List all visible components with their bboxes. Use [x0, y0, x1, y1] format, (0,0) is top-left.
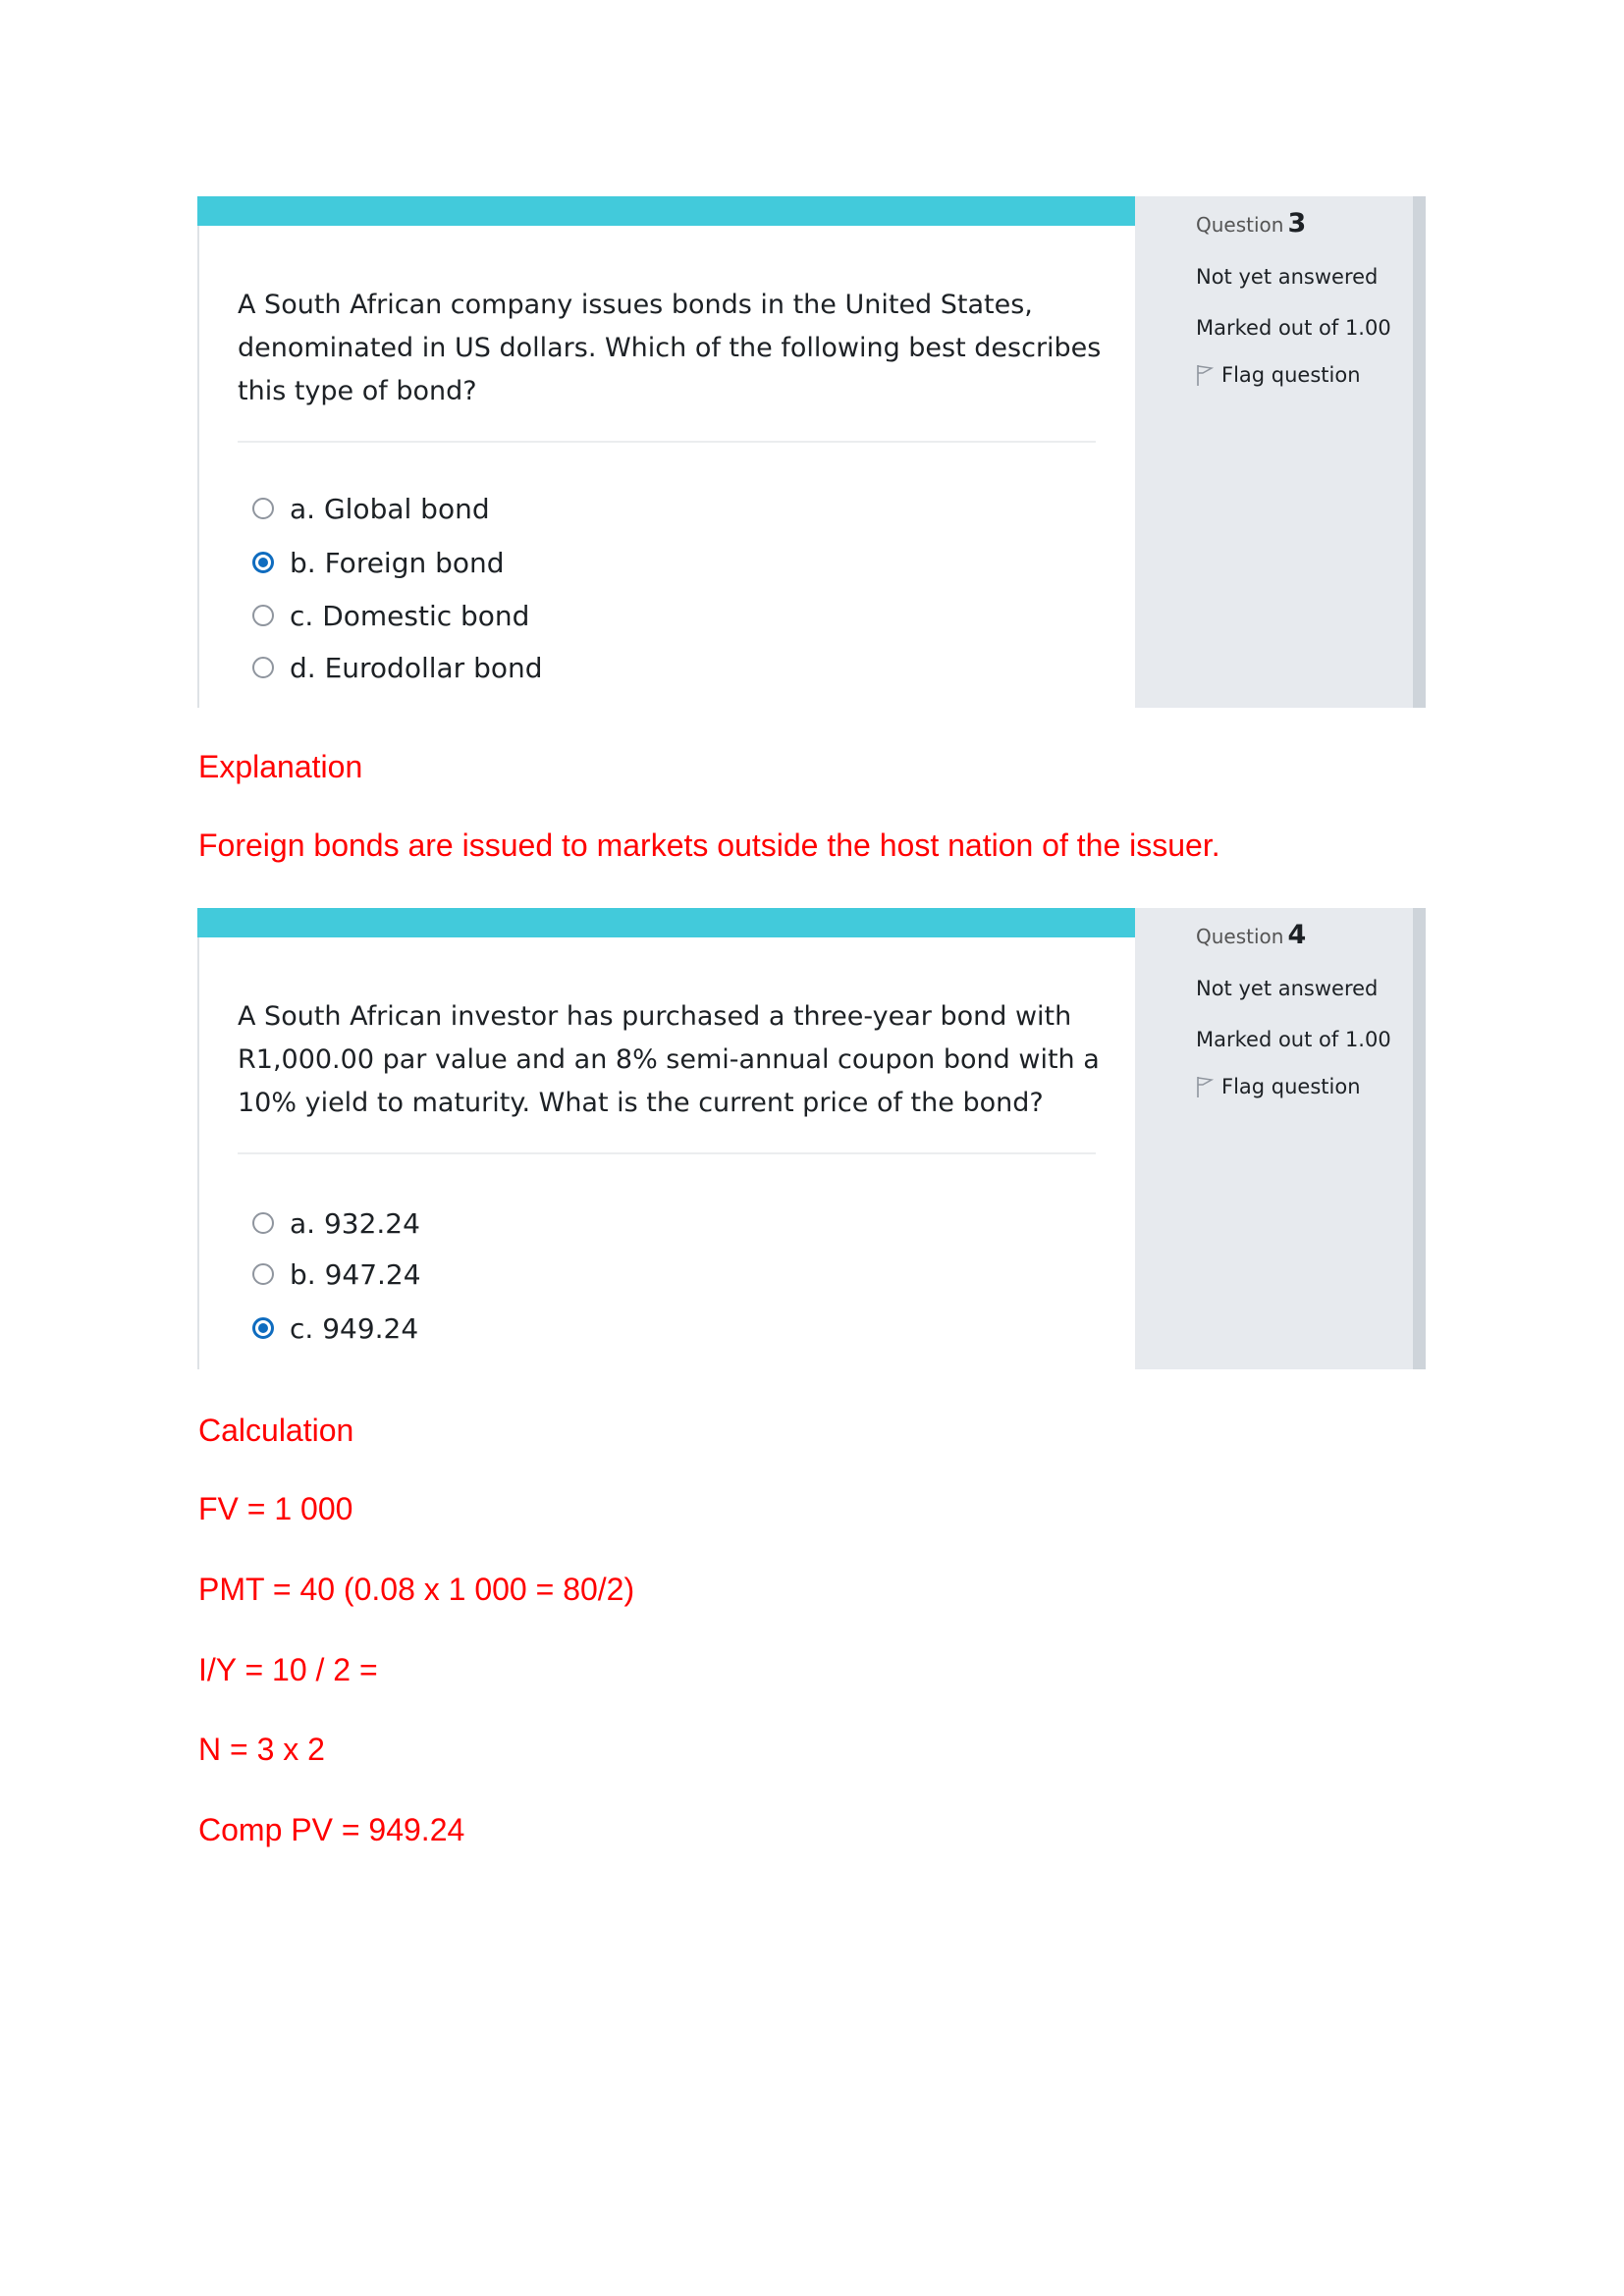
radio-unchecked-icon[interactable] — [252, 657, 274, 678]
answer-label: c. 949.24 — [290, 1311, 419, 1345]
answer-label: d. Eurodollar bond — [290, 651, 543, 684]
radio-unchecked-icon[interactable] — [252, 1212, 274, 1234]
flag-question-label: Flag question — [1221, 1075, 1361, 1098]
calculation-heading: Calculation — [198, 1413, 354, 1448]
flag-question-link[interactable] — [1196, 1075, 1361, 1098]
flag-icon — [1196, 1075, 1214, 1098]
radio-checked-icon[interactable] — [252, 552, 274, 573]
answer-option-a[interactable] — [252, 494, 490, 523]
answer-label: c. Domestic bond — [290, 599, 530, 632]
question-number — [1196, 920, 1306, 950]
question-state: Not yet answered — [1196, 265, 1379, 289]
flag-icon — [1196, 363, 1214, 387]
radio-unchecked-icon[interactable] — [252, 498, 274, 519]
answer-option-c[interactable] — [252, 601, 529, 630]
calculation-line-iy: I/Y = 10 / 2 = — [198, 1652, 378, 1687]
question-text-line: this type of bond? — [238, 376, 477, 406]
calculation-line-fv: FV = 1 000 — [198, 1491, 353, 1526]
question-text-line: 10% yield to maturity. What is the current price of the bond? — [238, 1088, 1044, 1118]
radio-checked-icon[interactable] — [252, 1317, 274, 1339]
radio-unchecked-icon[interactable] — [252, 1263, 274, 1285]
question-state: Not yet answered — [1196, 977, 1379, 1000]
question-accent-bar — [197, 196, 1135, 226]
question-text-line: A South African investor has purchased a three-year bond with — [238, 1001, 1072, 1032]
explanation-text: Foreign bonds are issued to markets outside the host nation of the issuer. — [198, 828, 1220, 863]
answer-option-b[interactable] — [252, 548, 505, 577]
question-grade: Marked out of 1.00 — [1196, 1028, 1391, 1051]
answer-label: b. Foreign bond — [290, 546, 505, 579]
answer-label: a. 932.24 — [290, 1206, 420, 1240]
answer-label: a. Global bond — [290, 492, 490, 525]
question-text — [238, 995, 1102, 1125]
question-number-value: 3 — [1287, 208, 1307, 239]
answer-option-b[interactable] — [252, 1259, 421, 1289]
info-panel-edge — [1413, 196, 1426, 708]
flag-question-label: Flag question — [1221, 363, 1361, 387]
question-text-line: A South African company issues bonds in the United States, — [238, 290, 1033, 320]
answer-option-a[interactable] — [252, 1208, 420, 1238]
calculation-line-pv: Comp PV = 949.24 — [198, 1812, 465, 1847]
question-text-line: denominated in US dollars. Which of the following best describes — [238, 333, 1102, 363]
answer-option-c[interactable] — [252, 1313, 418, 1343]
flag-question-link[interactable] — [1196, 363, 1361, 387]
answer-label: b. 947.24 — [290, 1257, 421, 1291]
question-label: Question — [1196, 213, 1284, 237]
question-divider — [238, 441, 1096, 443]
question-info-panel — [1135, 196, 1413, 708]
radio-unchecked-icon[interactable] — [252, 605, 274, 626]
question-text-line: R1,000.00 par value and an 8% semi-annual coupon bond with a — [238, 1044, 1100, 1075]
card-left-border — [197, 196, 199, 708]
card-left-border — [197, 908, 199, 1369]
question-info-panel — [1135, 908, 1413, 1369]
explanation-heading: Explanation — [198, 749, 363, 784]
question-divider — [238, 1152, 1096, 1154]
question-accent-bar — [197, 908, 1135, 937]
question-label: Question — [1196, 925, 1284, 948]
question-grade: Marked out of 1.00 — [1196, 316, 1391, 340]
question-number — [1196, 208, 1306, 239]
question-card-3 — [197, 196, 1428, 708]
calculation-line-n: N = 3 x 2 — [198, 1732, 325, 1767]
answer-option-d[interactable] — [252, 653, 543, 682]
calculation-line-pmt: PMT = 40 (0.08 x 1 000 = 80/2) — [198, 1572, 635, 1607]
question-number-value: 4 — [1287, 920, 1307, 950]
info-panel-edge — [1413, 908, 1426, 1369]
question-card-4 — [197, 908, 1428, 1369]
question-text — [238, 284, 1102, 413]
